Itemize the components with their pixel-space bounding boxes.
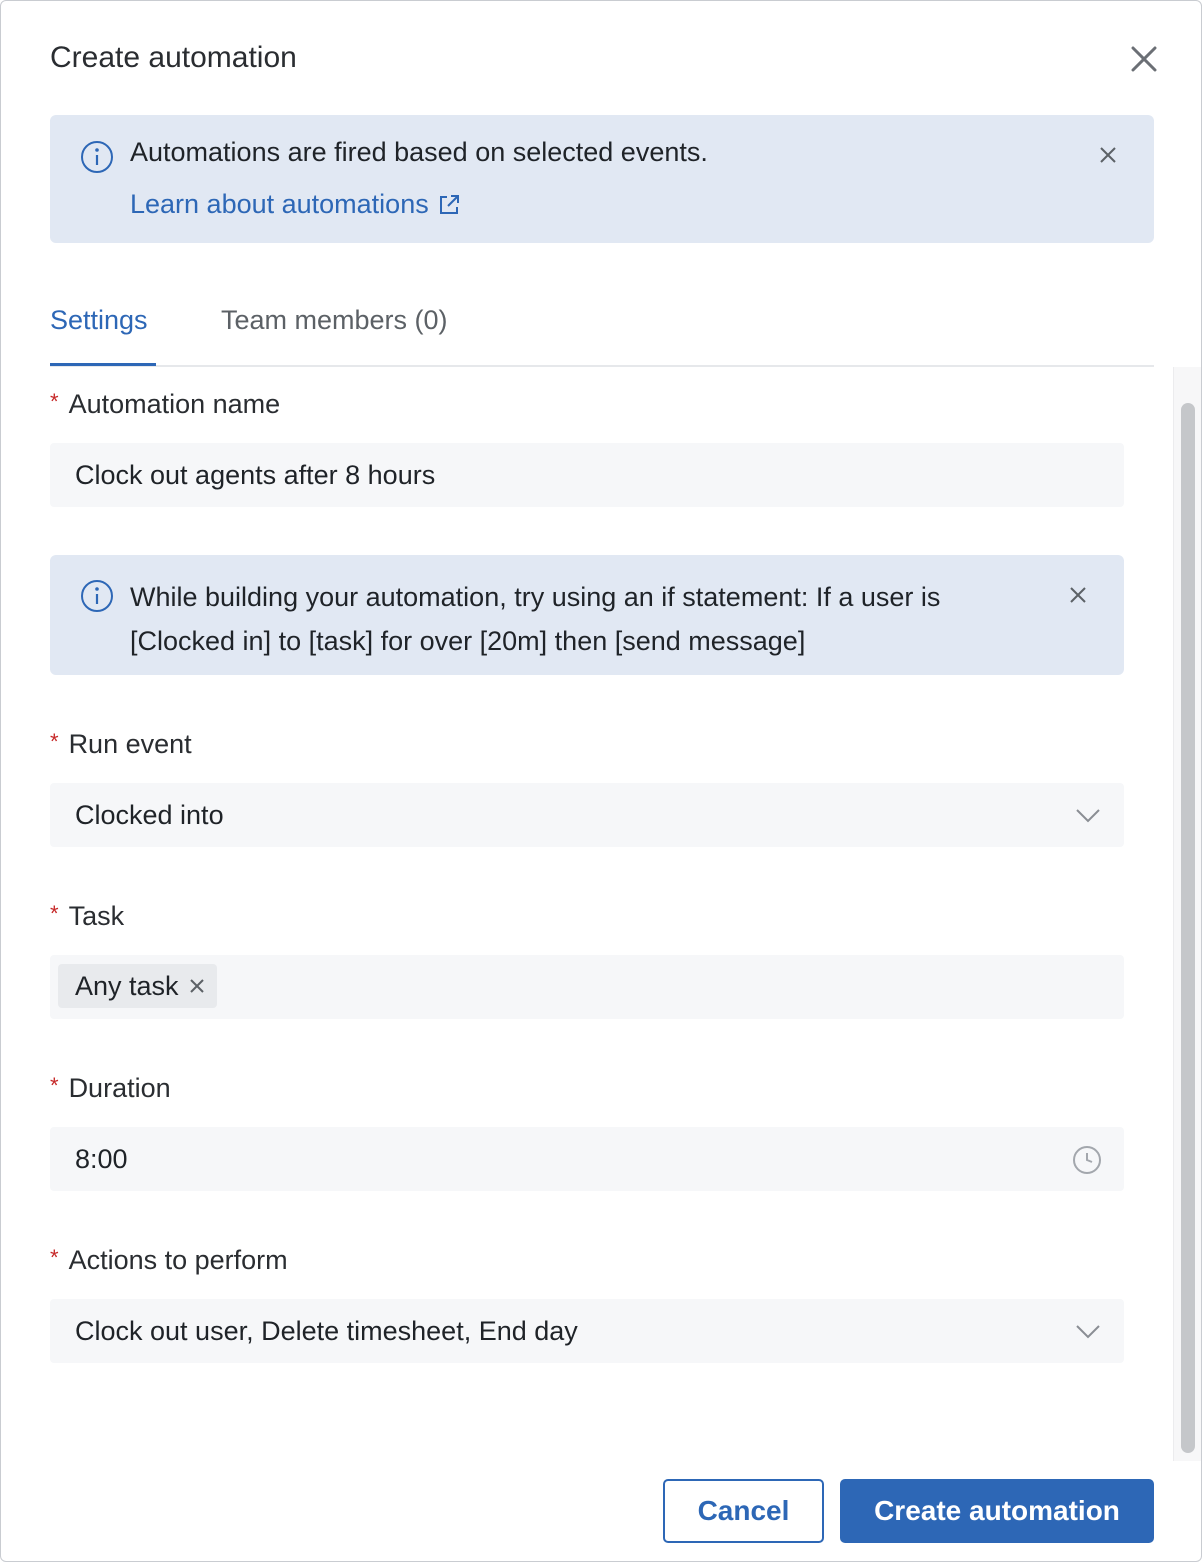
link-label: Learn about automations: [130, 189, 429, 219]
duration-value: 8:00: [75, 1144, 128, 1174]
dialog-title: Create automation: [50, 41, 297, 74]
create-automation-button[interactable]: Create automation: [840, 1479, 1154, 1543]
label-text: Actions to perform: [68, 1245, 288, 1275]
close-icon: [1066, 583, 1090, 607]
hint-banner: [50, 555, 1124, 675]
tab-bar: [50, 301, 1154, 367]
tab-team-members[interactable]: Team members (0): [221, 305, 448, 335]
duration-input[interactable]: [50, 1127, 1124, 1191]
close-icon: [1096, 143, 1120, 167]
label-text: Task: [68, 901, 125, 931]
required-mark: *: [50, 729, 59, 754]
info-banner: [50, 115, 1154, 243]
active-tab-indicator: [50, 363, 156, 366]
info-icon: [80, 579, 114, 613]
required-mark: *: [50, 389, 59, 414]
run-event-value: Clocked into: [75, 800, 224, 830]
tab-settings[interactable]: Settings: [50, 305, 148, 335]
automation-name-label: [50, 389, 280, 420]
hint-text: [130, 575, 1050, 663]
task-chip: [58, 964, 217, 1008]
remove-chip-button[interactable]: [189, 978, 205, 994]
info-icon: [80, 140, 114, 174]
required-mark: *: [50, 901, 59, 926]
close-icon: [189, 978, 205, 994]
cancel-button[interactable]: Cancel: [663, 1479, 824, 1543]
run-event-label: [50, 729, 192, 760]
task-multiselect[interactable]: [50, 955, 1124, 1019]
actions-select[interactable]: [50, 1299, 1124, 1363]
chevron-down-icon: [1074, 1317, 1102, 1345]
banner-text: Automations are fired based on selected events.: [130, 137, 708, 167]
dismiss-banner-button[interactable]: [1096, 143, 1120, 172]
actions-value: Clock out user, Delete timesheet, End day: [75, 1316, 578, 1346]
hint-line-1: While building your automation, try using an if statement: If a user is: [130, 582, 941, 612]
external-link-icon: [437, 193, 461, 217]
run-event-select[interactable]: [50, 783, 1124, 847]
scrollbar-thumb[interactable]: [1181, 403, 1195, 1453]
label-text: Automation name: [68, 389, 281, 419]
clock-icon[interactable]: [1072, 1145, 1102, 1175]
automation-name-value: Clock out agents after 8 hours: [75, 460, 436, 490]
actions-label: [50, 1245, 288, 1276]
dismiss-hint-button[interactable]: [1066, 583, 1090, 612]
required-mark: *: [50, 1073, 59, 1098]
duration-label: [50, 1073, 171, 1104]
label-text: Run event: [68, 729, 192, 759]
learn-about-automations-link[interactable]: [130, 189, 461, 220]
label-text: Duration: [68, 1073, 171, 1103]
automation-name-input[interactable]: [50, 443, 1124, 507]
close-icon: [1125, 41, 1163, 79]
task-label: [50, 901, 124, 932]
chip-label: Any task: [75, 970, 179, 1001]
required-mark: *: [50, 1245, 59, 1270]
chevron-down-icon: [1074, 801, 1102, 829]
close-dialog-button[interactable]: [1125, 41, 1163, 79]
hint-line-2: [Clocked in] to [task] for over [20m] then [send message]: [130, 626, 806, 656]
